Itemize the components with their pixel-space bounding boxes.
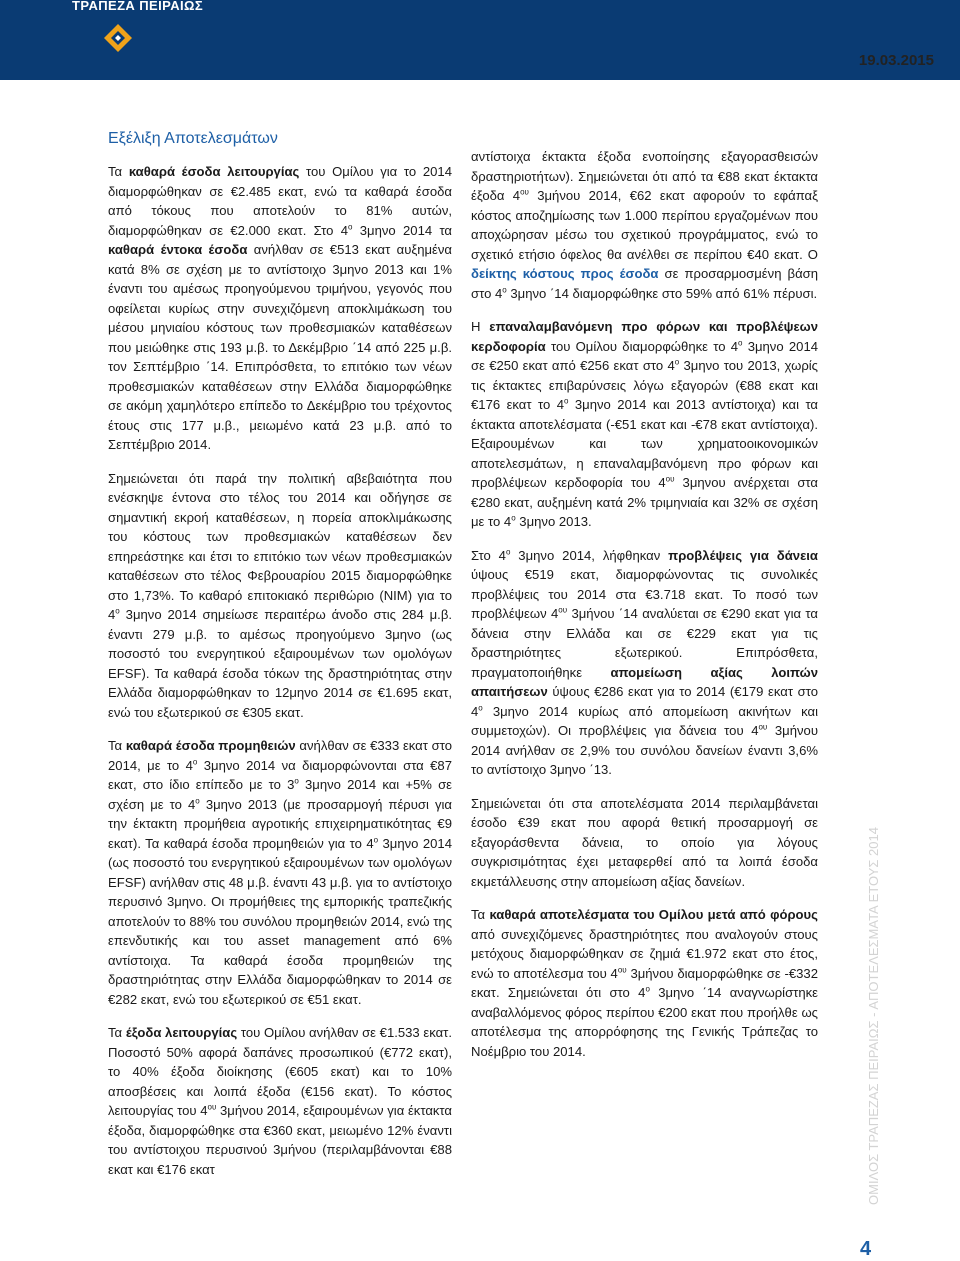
section-title: Εξέλιξη Αποτελεσμάτων (108, 130, 278, 147)
report-date: 19.03.2015 (858, 52, 934, 69)
paragraph: Τα καθαρά έσοδα λειτουργίας του Ομίλου για το 2014 διαμορφώθηκαν σε €2.485 εκατ, ενώ τα καθαρά έσοδα από τόκους που αποτελούν το 81% αυτών, διαμορφώθηκαν σε €2.000 εκατ. Στο $4^o$ 3μηνο 2014 τα καθαρά έντοκα έσοδα ανήλθαν σε €513 εκατ αυξημένα κατά 8% σε σχέση με το αντίστοιχο 3μηνο 2013 και 1% έναντι του αμέσως προηγούμενου τριμήνου, γεγονός που οφείλεται κυρίως στην συνεχιζόμενη αποκλιμάκωση του μέσου μηνιαίου κόστους των προθεσμιακών καταθέσεων που μειώθηκε στις 193 μ.β. το Δεκέμβριο ΄14 από 225 μ.β. τον Σεπτέμβριο ΄14. Επιπρόσθετα, το επιτόκιο των νέων προθεσμιακών καταθέσεων στην Ελλάδα διαμορφώθηκε σε ακόμη χαμηλότερο επίπεδο το Δεκέμβριο του τρέχοντος έτους στις 177 μ.β., μειωμένο κατά 23 μ.β. από το Σεπτέμβριο 2014. (108, 164, 453, 452)
column-left (108, 162, 452, 1193)
paragraph: Τα καθαρά έσοδα προμηθειών ανήλθαν σε €333 εκατ στο 2014, με το $4^o$ 3μηνο 2014 να διαμορφώνονται στα €87 εκατ, στο ίδιο επίπεδο με το $3^o$ 3μηνο 2014 και +5% σε σχέση με το $4^o$ 3μηνο 2013 (με προσαρμογή πέρυσι για την έκτακτη προμήθεια αγροτικής επιχειρηματικότητας €9 εκατ). Τα καθαρά έσοδα προμηθειών για το $4^o$ 3μηνο 2014 (ως ποσοστό του ενεργητικού εξαιρουμένων των ομολόγων EFSF) ανήλθαν στις 48 μ.β. έναντι 43 μ.β. για το αντίστοιχο περυσινό 3μηνο. Οι προμήθειες της εμπορικής τραπεζικής αποτελούν το 88% του συνόλου προμηθειών 2014, ενώ της επενδυτικής και του asset management από 6% αντίστοιχα. Τα καθαρά έσοδα προμηθειών της δραστηριότητας στην Ελλάδα διαμορφώθηκαν το 2014 σε €282 εκατ, ενώ του εξωτερικού σε €51 εκατ. (108, 738, 453, 1007)
piraeus-logo-icon (102, 22, 134, 54)
paragraph: Σημειώνεται ότι στα αποτελέσματα 2014 περιλαμβάνεται έσοδο €39 εκατ που αφορά θετική προσαρμογή σε εξαγοράσθεντα δάνεια, το οποίο για λόγους συγκρισιμότητας έχει μεταφερθεί από τα λοιπά έσοδα εκμετάλλευσης στην απομείωση αξίας δανείων. (471, 795, 818, 889)
paragraph: Σημειώνεται ότι παρά την πολιτική αβεβαιότητα που ενέσκηψε έντονα στο τέλος του 2014 και οδήγησε σε σημαντική εκροή καταθέσεων, η πορεία αποκλιμάκωσης του κόστους των προθεσμιακών καταθέσεων δεν επηρεάστηκε και έτσι το επιτόκιο των νέων προθεσμιακών καταθέσεων στο τέλος Φεβρουαρίου 2015 διαμορφώθηκε στο 1,73%. Το καθαρό επιτοκιακό περιθώριο (NIM) για το $4^o$ 3μηνο 2014 σημείωσε περαιτέρω άνοδο στις 284 μ.β. έναντι 279 μ.β. το αμέσως προηγούμενο 3μηνο (ως ποσοστό του ενεργητικού εξαιρουμένων των ομολόγων EFSF). Τα καθαρά έσοδα τόκων της δραστηριότητας στην Ελλάδα διαμορφώθηκαν το 12μηνο 2014 σε €1.695 εκατ, ενώ του εξωτερικού σε €305 εκατ. (108, 470, 452, 720)
brand-name: ΤΡΑΠΕΖΑ ΠΕΙΡΑΙΩΣ (72, 0, 204, 13)
column-right (471, 147, 818, 1075)
page-number: 4 (860, 1238, 872, 1260)
paragraph: Τα καθαρά αποτελέσματα του Ομίλου μετά από φόρους από συνεχιζόμενες δραστηριότητες που αναλογούν στους μετόχους διαμορφώθηκαν σε ζημιά €1.972 εκατ στο έτος, ενώ το αποτέλεσμα του $4^{o\upsilon}$ 3μήνου διαμορφώθηκε σε -€332 εκατ. Σημειώνεται ότι στο $4^o$ 3μηνο ΄14 αναγνωρίστηκε αναβαλλόμενος φόρος περίπου €200 εκατ που προήλθε ως αποτέλεσμα της απορρόφησης της Γενικής Τράπεζας το Νοέμβριο του 2014. (471, 907, 818, 1059)
sidebar-vertical-text: ΟΜΙΛΟΣ ΤΡΑΠΕΖΑΣ ΠΕΙΡΑΙΩΣ - ΑΠΟΤΕΛΕΣΜΑΤΑ ΕΤΟΥΣ 2014 (866, 827, 881, 1205)
paragraph: Τα έξοδα λειτουργίας του Ομίλου ανήλθαν σε €1.533 εκατ. Ποσοστό 50% αφορά δαπάνες προσωπικού (€772 εκατ), το 40% έξοδα διοίκησης (€605 εκατ) και το 10% αποσβέσεις και λοιπά έξοδα (€156 εκατ). Το κόστος λειτουργίας του $4^{o\upsilon}$ 3μήνου 2014, εξαιρουμένων για έκτακτα έξοδα, διαμορφώθηκε στα €360 εκατ, μειωμένο 12% έναντι του αντίστοιχου περυσινού 3μήνου (περιλαμβάνονται €88 εκατ και €176 εκατ (108, 1025, 452, 1177)
header-bar (0, 0, 960, 80)
paragraph: Στο $4^o$ 3μηνο 2014, λήφθηκαν προβλέψεις για δάνεια ύψους €519 εκατ, διαμορφώνοντας τις συνολικές προβλέψεις του 2014 στα €3.718 εκατ. Το ποσό των προβλέψεων $4^{o\upsilon}$ 3μήνου ΄14 αναλύεται σε €290 εκατ για τα δάνεια στην Ελλάδα και σε €229 εκατ για τις δραστηριότητες εξωτερικού. Επιπρόσθετα, πραγματοποιήθηκε απομείωση αξίας λοιπών απαιτήσεων ύψους €286 εκατ για το 2014 (€179 εκατ στο $4^o$ 3μηνο 2014 κυρίως από απομείωση ακινήτων και συμμετοχών). Οι προβλέψεις για δάνεια του $4^{o\upsilon}$ 3μήνου 2014 ανήλθαν σε 2,9% του συνόλου δανείων έναντι 3,6% το αντίστοιχο 3μηνο ΄13. (471, 547, 818, 777)
paragraph: Η επαναλαμβανόμενη προ φόρων και προβλέψεων κερδοφορία του Ομίλου διαμορφώθηκε το $4^o$ 3μηνο 2014 σε €250 εκατ από €256 εκατ στο $4^o$ 3μηνο του 2013, χωρίς τις έκτακτες επιβαρύνσεις λόγω εξαγορών (€88 εκατ και €176 εκατ το $4^o$ 3μηνο 2014 και 2013 αντίστοιχα) και τα έκτακτα αποτελέσματα (-€51 εκατ και -€78 εκατ αντίστοιχα). Εξαιρουμένων και των χρηματοοικονομικών αποτελεσμάτων, η επαναλαμβανόμενη προ φόρων και προβλέψεων κερδοφορία του $4^{o\upsilon}$ 3μηνου ανέρχεται στα €280 εκατ, αυξημένη κατά 2% τριμηνιαία και 32% σε σχέση με το $4^o$ 3μηνο 2013. (471, 319, 819, 529)
paragraph: αντίστοιχα έκτακτα έξοδα ενοποίησης εξαγορασθεισών δραστηριοτήτων). Σημειώνεται ότι από τα €88 εκατ έκτακτα έξοδα $4^{o\upsilon}$ 3μήνου 2014, €62 εκατ αφορούν το εφάπαξ κόστος αποζημίωσης των 1.000 περίπου εργαζομένων που αποχώρησαν μέσω του σχετικού προγράμματος, ενώ το σχετικό ετήσιο όφελος θα ανέλθει σε περίπου €40 εκατ. Ο δείκτης κόστους προς έσοδα σε προσαρμοσμένη βάση στο $4^o$ 3μηνο ΄14 διαμορφώθηκε στο 59% από 61% πέρυσι. (471, 149, 818, 301)
